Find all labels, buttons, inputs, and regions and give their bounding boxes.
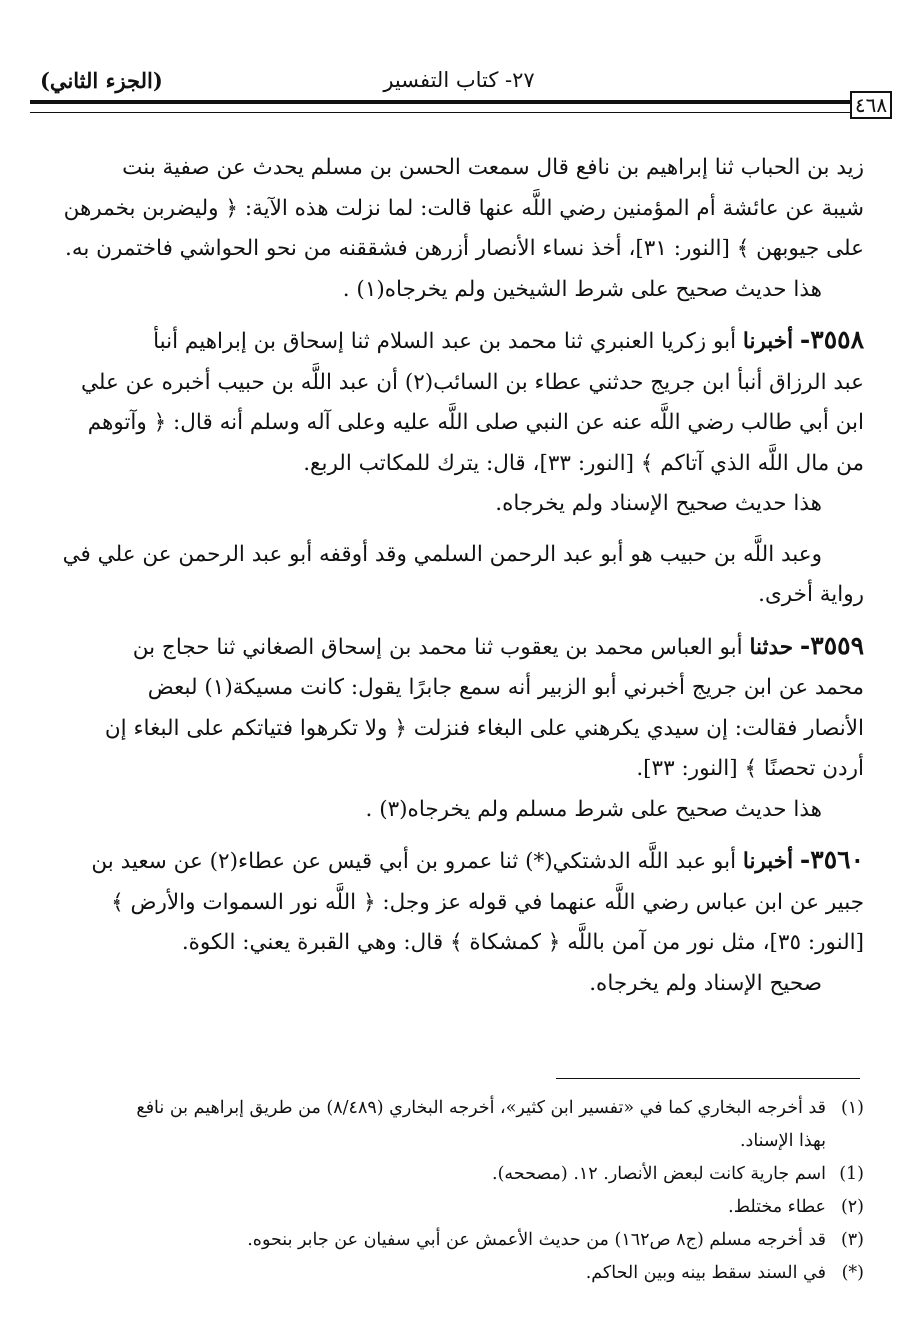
footnote-text: قد أخرجه البخاري كما في «تفسير ابن كثير»، أخرجه البخاري (٨/٤٨٩) من طريق إبراهيم بن نافع [136, 1098, 826, 1118]
line-text: أردن تحصنًا ﴾ [النور: ٣٣]. [636, 756, 864, 781]
text-line [52, 964, 864, 1005]
text-line [52, 320, 864, 363]
footnote-text: في السند سقط بينه وبين الحاكم. [585, 1263, 826, 1283]
line-text: رواية أخرى. [758, 582, 864, 607]
narration-lead: أخبرنا [742, 329, 794, 354]
text-line [52, 575, 864, 616]
text-line [52, 444, 864, 485]
text-line [52, 626, 864, 669]
text-line [52, 270, 864, 311]
narration-lead: حدثنا [749, 634, 794, 660]
footnote [52, 1224, 864, 1257]
line-text: ابن أبي طالب رضي اللَّه عنه عن النبي صلى اللَّه عليه وعلى آله وسلم أنه قال: ﴿ وآتوهم [87, 410, 864, 435]
line-text: زيد بن الحباب ثنا إبراهيم بن نافع قال سمعت الحسن بن مسلم يحدث عن صفية بنت [122, 155, 864, 180]
text-paragraph [52, 148, 864, 270]
text-paragraph [52, 484, 864, 525]
footnote-text: عطاء مختلط. [728, 1197, 826, 1217]
line-text: هذا حديث صحيح على شرط الشيخين ولم يخرجاه(١) . [342, 276, 822, 302]
footnote-text: بهذا الإسناد. [739, 1131, 826, 1151]
text-line [52, 189, 864, 230]
footnote-line [52, 1224, 864, 1257]
footnote-line [52, 1125, 864, 1158]
line-text: صحيح الإسناد ولم يخرجاه. [589, 970, 822, 996]
footnote-line [52, 1191, 864, 1224]
text-line [52, 840, 864, 883]
line-text: جبير عن ابن عباس رضي اللَّه عنهما في قوله عز وجل: ﴿ اللَّه نور السموات والأرض ﴾ [111, 889, 864, 915]
footnote [52, 1158, 864, 1191]
footnote-number: (1) [839, 1164, 864, 1184]
hadith-paragraph [52, 840, 864, 964]
hadith-paragraph [52, 626, 864, 790]
page-header [30, 68, 888, 98]
line-text: أبو زكريا العنبري ثنا محمد بن عبد السلام ثنا إسحاق بن إبراهيم أنبأ [153, 329, 737, 354]
line-text: هذا حديث صحيح على شرط مسلم ولم يخرجاه(٣) . [365, 796, 822, 822]
text-line [52, 484, 864, 525]
footnote-line [52, 1092, 864, 1125]
text-line [52, 790, 864, 831]
text-line [52, 749, 864, 790]
line-text: أبو العباس محمد بن يعقوب ثنا محمد بن إسحاق الصغاني ثنا حجاج بن [132, 634, 743, 660]
page-number: ٤٦٨ [850, 91, 892, 119]
text-line [52, 883, 864, 924]
footnote [52, 1257, 864, 1290]
footnote-number: (٢) [840, 1197, 864, 1217]
text-line [52, 403, 864, 444]
line-text: هذا حديث صحيح الإسناد ولم يخرجاه. [495, 491, 822, 516]
text-paragraph [52, 535, 864, 616]
line-text: أبو عبد اللَّه الدشتكي(*) ثنا عمرو بن أبي قيس عن عطاء(٢) عن سعيد بن [91, 849, 737, 874]
footnote-line [52, 1257, 864, 1290]
footnote-text: قد أخرجه مسلم (ج٨ ص١٦٢) من حديث الأعمش عن أبي سفيان عن جابر بنحوه. [247, 1230, 826, 1250]
main-text [52, 148, 864, 1004]
footnote-separator [556, 1078, 860, 1079]
text-line [52, 148, 864, 189]
footnote-number: (٣) [840, 1230, 864, 1250]
footnote-line [52, 1158, 864, 1191]
chapter-title: ٢٧- كتاب التفسير [383, 68, 535, 92]
line-text: محمد عن ابن جريج أخبرني أبو الزبير أنه سمع جابرًا يقول: كانت مسيكة(١) لبعض [147, 675, 864, 700]
text-line [52, 709, 864, 750]
text-line [52, 229, 864, 270]
text-paragraph [52, 790, 864, 831]
footnote [52, 1092, 864, 1158]
line-text: [النور: ٣٥]، مثل نور من آمن باللَّه ﴿ كمشكاة ﴾ قال: وهي القبرة يعني: الكوة. [181, 930, 864, 955]
text-line [52, 363, 864, 404]
line-text: من مال اللَّه الذي آتاكم ﴾ [النور: ٣٣]، قال: يترك للمكاتب الربع. [303, 450, 864, 476]
hadith-number: ٣٥٦٠- [799, 845, 864, 874]
line-text: شيبة عن عائشة أم المؤمنين رضي اللَّه عنها قالت: لما نزلت هذه الآية: ﴿ وليضربن بخمرهن [63, 195, 864, 221]
footnote-text: اسم جارية كانت لبعض الأنصار. ١٢. (مصححه). [492, 1164, 826, 1184]
text-paragraph [52, 964, 864, 1005]
hadith-number: ٣٥٥٨- [799, 325, 864, 354]
header-rule-thin [30, 112, 850, 113]
text-line [52, 535, 864, 576]
text-line [52, 923, 864, 964]
hadith-number: ٣٥٥٩- [799, 630, 864, 660]
footnote [52, 1191, 864, 1224]
text-line [52, 668, 864, 709]
footnotes [52, 1092, 864, 1290]
footnote-number: (*) [841, 1263, 864, 1283]
header-rule-thick [30, 100, 850, 104]
line-text: وعبد اللَّه بن حبيب هو أبو عبد الرحمن السلمي وقد أوقفه أبو عبد الرحمن عن علي في [62, 541, 822, 567]
line-text: الأنصار فقالت: إن سيدي يكرهني على البغاء فنزلت ﴿ ولا تكرهوا فتياتكم على البغاء إن [104, 715, 864, 741]
text-paragraph [52, 270, 864, 311]
line-text: عبد الرزاق أنبأ ابن جريج حدثني عطاء بن السائب(٢) أن عبد اللَّه بن حبيب أخبره عن علي [80, 369, 864, 395]
footnote-number: (١) [840, 1098, 864, 1118]
narration-lead: أخبرنا [742, 849, 794, 874]
line-text: على جيوبهن ﴾ [النور: ٣١]، أخذ نساء الأنصار أزرهن فشققنه من نحو الحواشي فاختمرن به. [64, 236, 864, 261]
hadith-paragraph [52, 320, 864, 484]
volume-label: (الجزء الثاني) [40, 68, 163, 93]
